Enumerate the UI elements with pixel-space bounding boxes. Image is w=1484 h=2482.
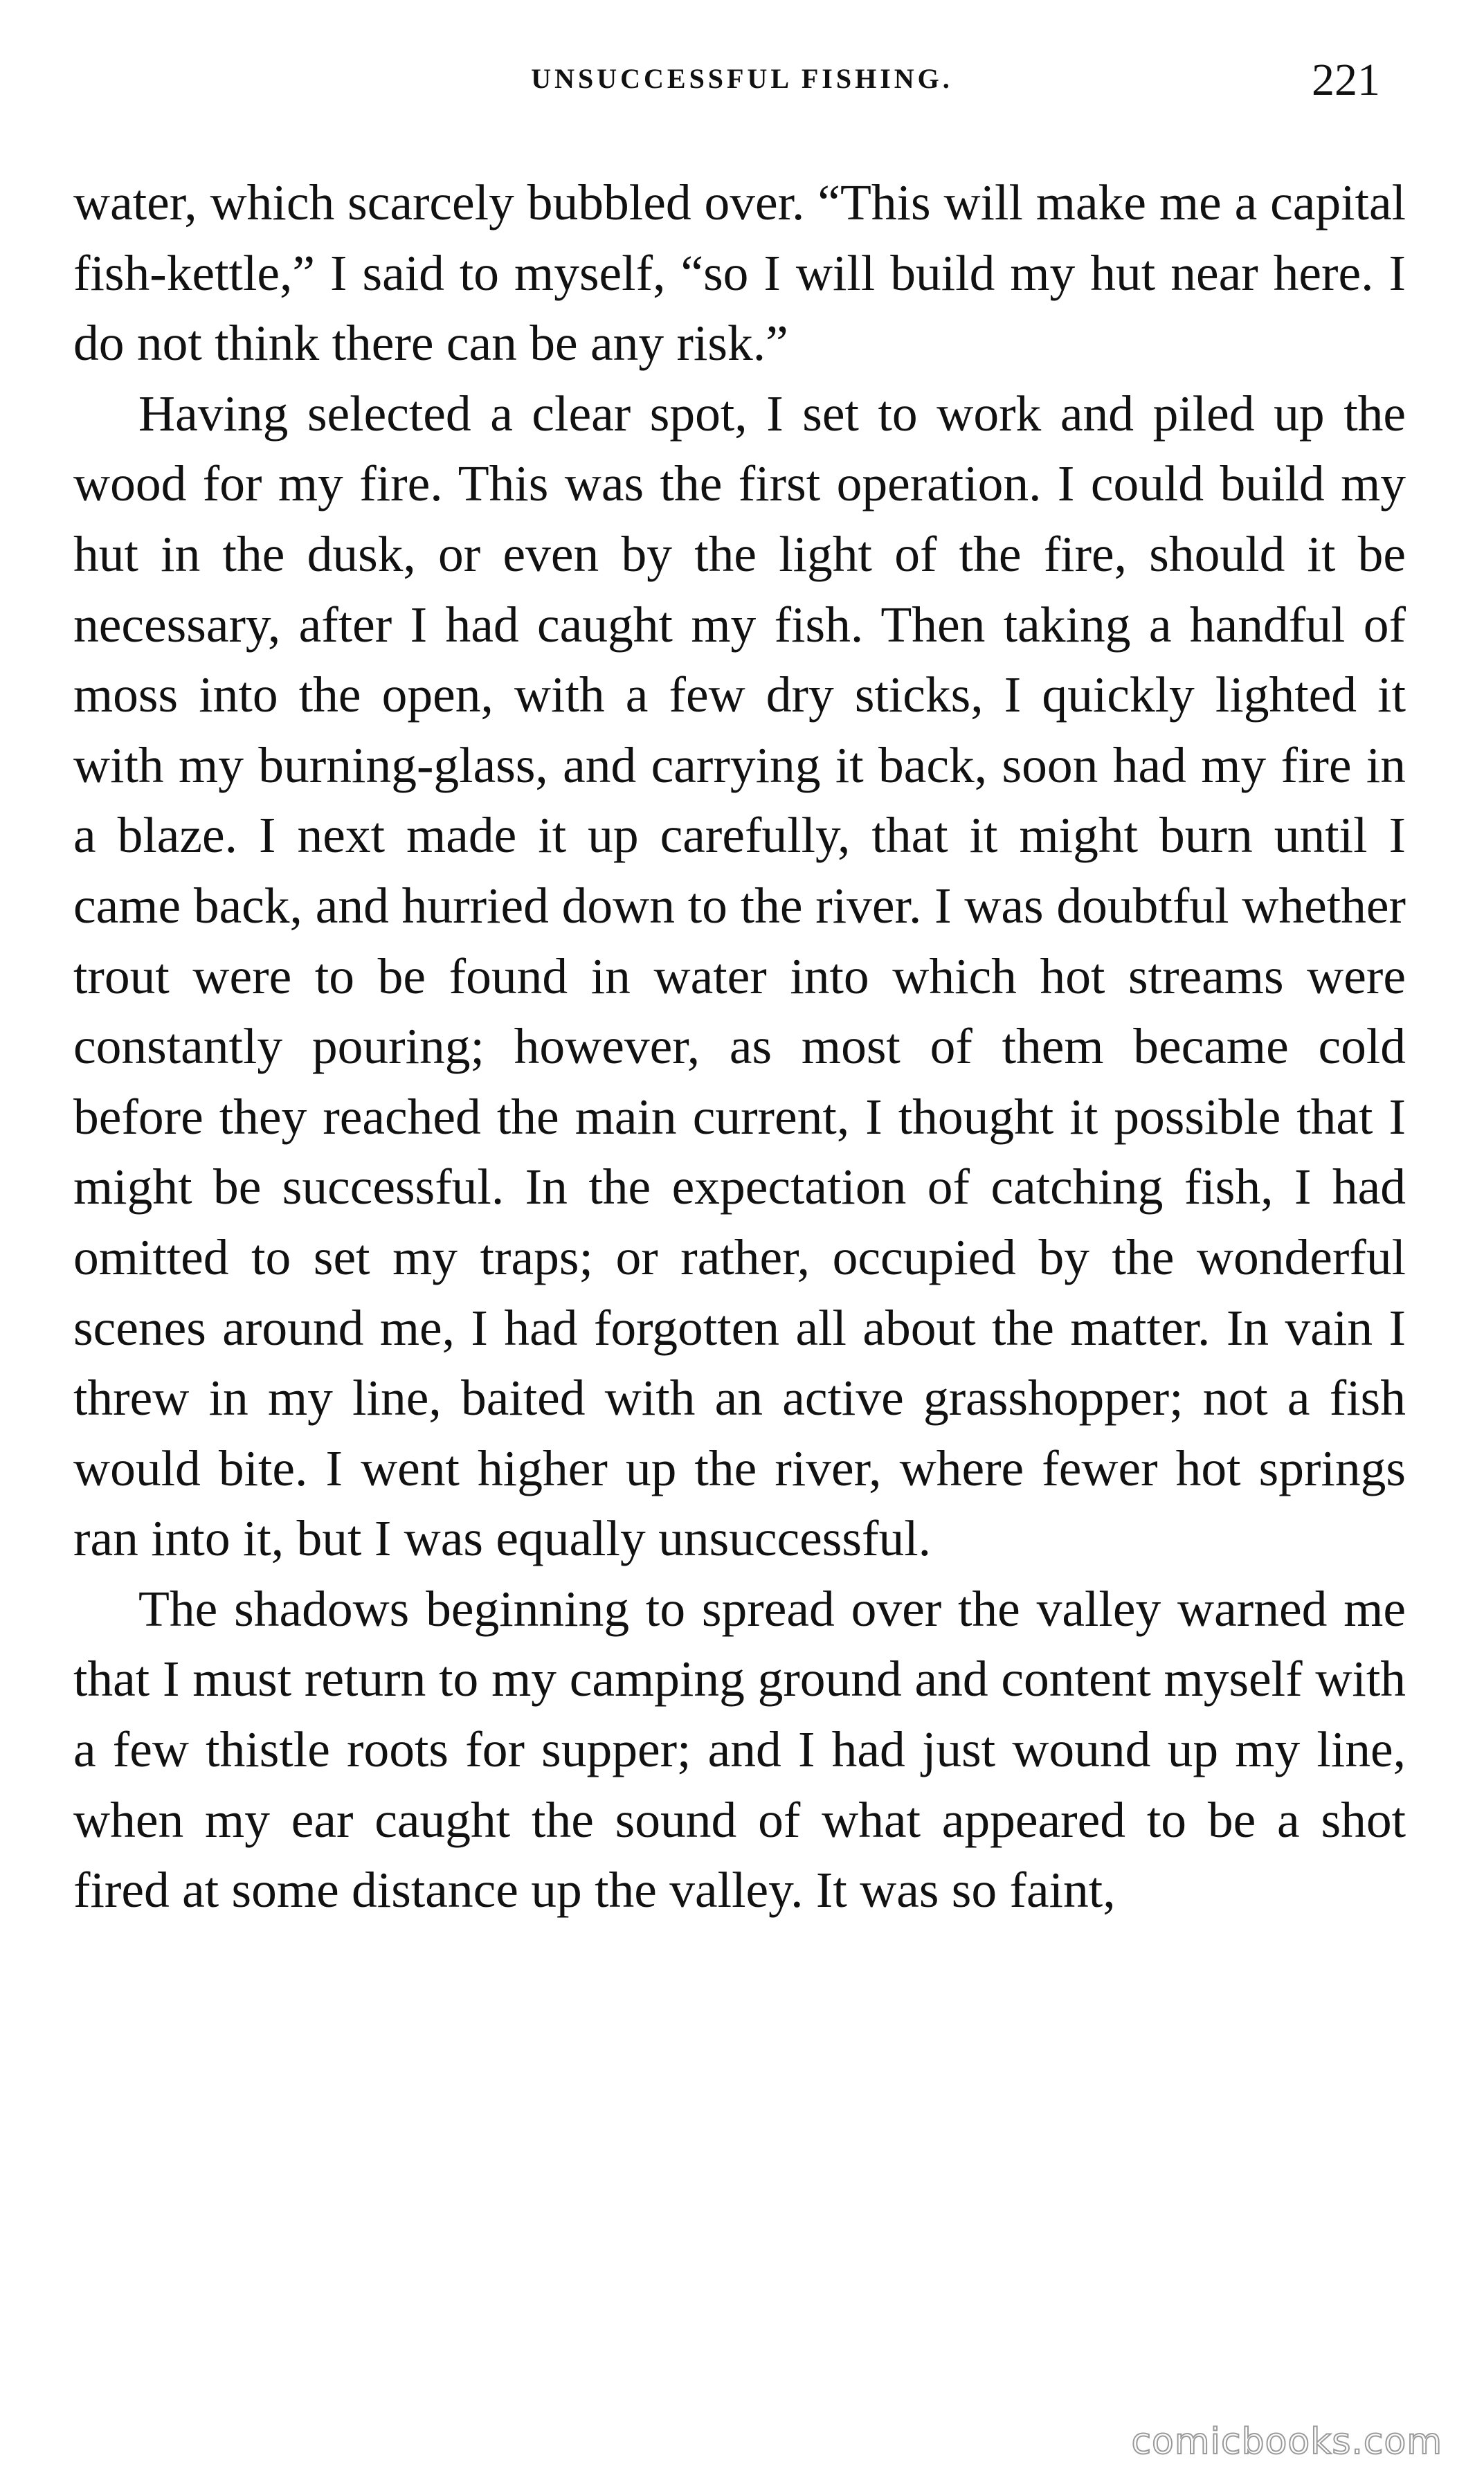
paragraph: The shadows beginning to spread over the valley warned me that I must return to my camping ground and content myself with a few thistle roots for supper; and I had just wound up my line, when my ear caught the sound of what appeared to be a shot fired at some distance up the valley. It was so faint, [73, 1580, 1406, 1919]
running-title: UNSUCCESSFUL FISHING. [531, 63, 953, 94]
paragraph: Having selected a clear spot, I set to work and piled up the wood for my fire. This was the first operation. I could build my hut in the dusk, or even by the light of the fire, should it be necessary, after I had caught my fish. Then taking a handful of moss into the open, with a few dry sticks, I quickly lighted it with my burning-glass, and carrying it back, soon had my fire in a blaze. I next made it up carefully, that it might burn until I came back, and hurried down to the river. I was doubtful whether trout were to be found in water into which hot streams were constantly pouring; however, as most of them became cold before they reached the main current, I thought it possible that I might be successful. In the expectation of catching fish, I had omitted to set my traps; or rather, occupied by the wonderful scenes around me, I had forgotten all about the matter. In vain I threw in my line, baited with an active grasshopper; not a fish would bite. I went higher up the river, where fewer hot springs ran into it, but I was equally unsuccessful. [73, 385, 1406, 1567]
running-head [0, 54, 1484, 109]
body-text [73, 167, 1406, 1926]
page-number: 221 [1312, 55, 1380, 105]
watermark: comicbooks.com [1131, 2421, 1442, 2463]
paragraph-continued: water, which scarcely bubbled over. “This will make me a capital fish-kettle,” I said to myself, “so I will build my hut near here. I do not think there can be any risk.” [73, 174, 1406, 372]
